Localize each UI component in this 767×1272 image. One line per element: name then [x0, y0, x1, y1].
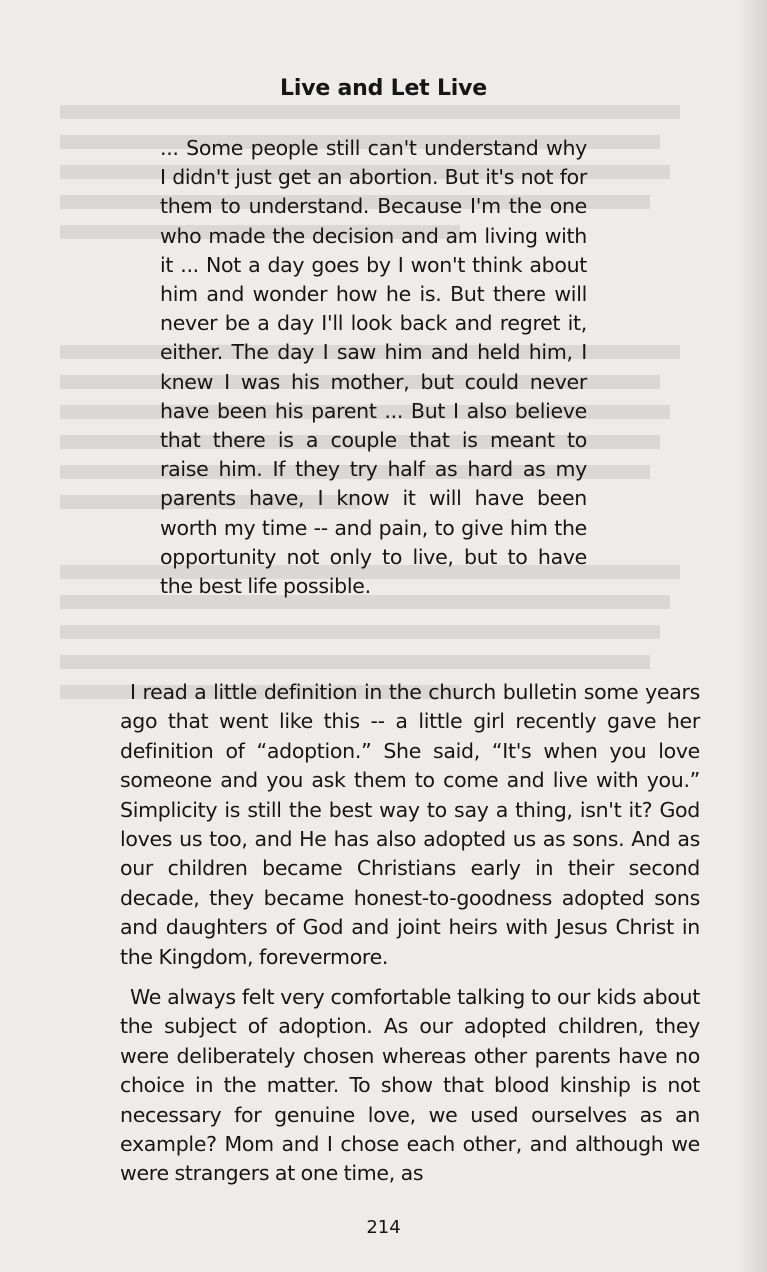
page-shadow: [737, 0, 767, 1272]
block-quote: ... Some people still can't understand why I didn't just get an abortion. But it's not for them to understand. Because I'm the one who made the decision and am living with it ... Not a day goes by I won't think about him and wonder how he is. But there will never be a day I'll look back and regret it, either. The day I saw him and held him, I knew I was his mother, but could never have been his parent ... But I also believe that there is a couple that is meant to raise him. If they try half as hard as my parents have, I know it will have been worth my time -- and pain, to give him the opportunity not only to live, but to have the best life possible.: [160, 136, 587, 599]
chapter-title: Live and Let Live: [280, 76, 487, 101]
page-number: 214: [366, 1217, 401, 1238]
body-paragraph-2: We always felt very comfortable talking to our kids about the subject of adoption. As our adopted children, they were deliberately chosen whereas other parents have no choice in the matter. To show that blood kinship is not necessary for genuine love, we used ourselves as an example? Mom and I chose each other, and although we were strangers at one time, as: [120, 985, 700, 1186]
body-paragraph-1: I read a little definition in the church bulletin some years ago that went like this -- a little girl recently gave her definition of “adoption.” She said, “It's when you love someone and you ask them to come and live with you.” Simplicity is still the best way to say a thing, isn't it? God loves us too, and He has also adopted us as sons. And as our children became Christians early in their second decade, they became honest-to-goodness adopted sons and daughters of God and joint heirs with Jesus Christ in the Kingdom, forevermore.: [120, 680, 700, 969]
